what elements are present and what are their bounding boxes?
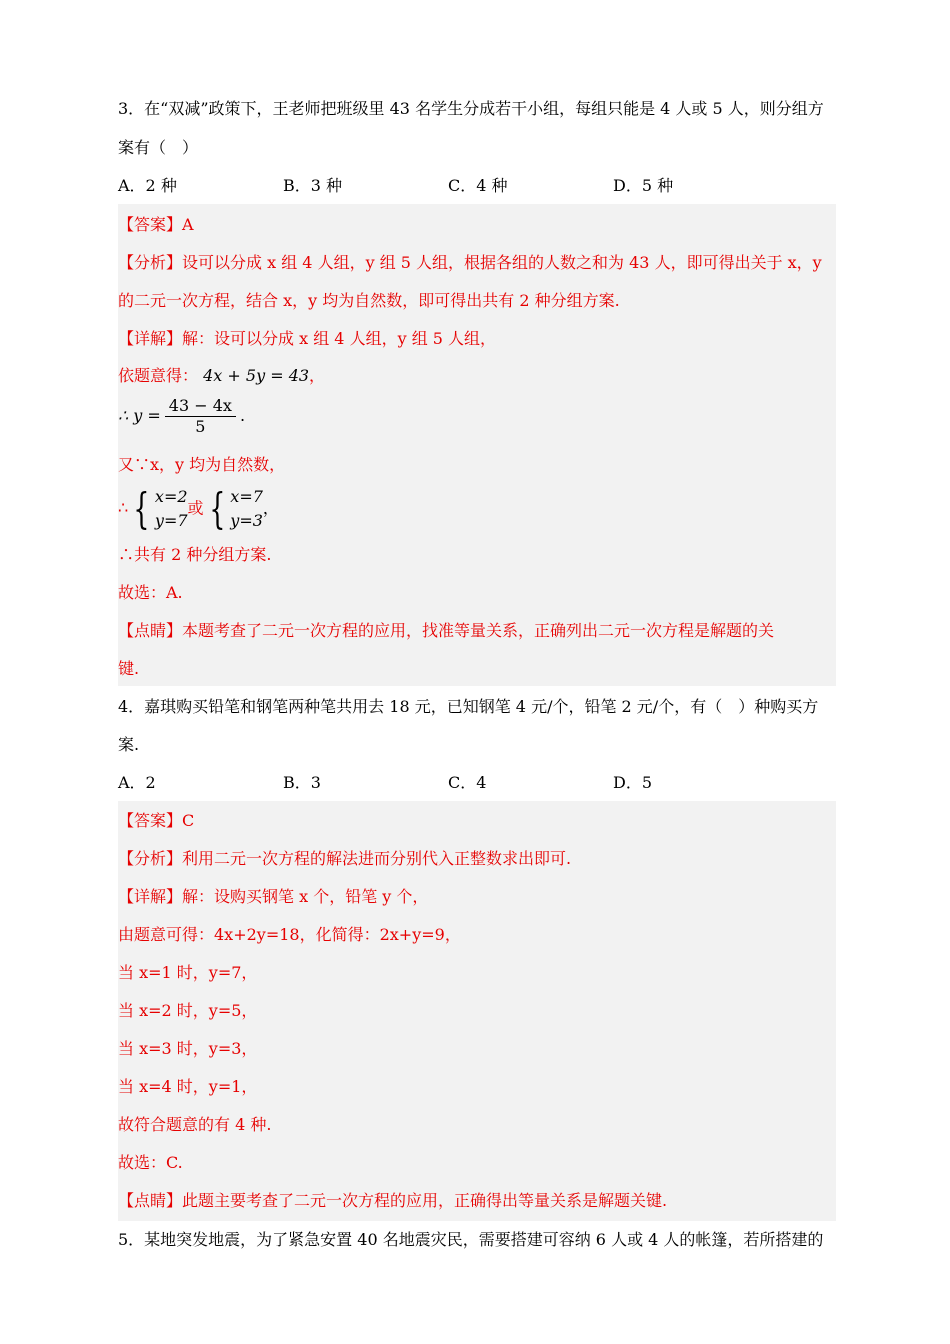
q3-comment-line-2: 键. [118, 659, 140, 678]
q3-stem-line-1: 3．在“双减”政策下，王老师把班级里 43 名学生分成若干小组，每组只能是 4 人或 5 人，则分组方 [118, 99, 824, 118]
q3-analysis-line-1 [118, 252, 822, 274]
q3-equation: 4x + 5y = 43 [203, 366, 310, 385]
q4-case-2: 当 x=2 时，y=5， [118, 1001, 258, 1020]
q3-detail-text-1: 解：设可以分成 x 组 4 人组，y 组 5 人组， [182, 329, 497, 348]
q3-detail-tag: 【详解】 [118, 329, 183, 348]
q3-detail-line-2 [118, 365, 325, 387]
q3-solution-system-line [118, 482, 279, 535]
q3-system-1 [155, 485, 188, 533]
q3-fraction-numerator: 43 − 4x [165, 396, 236, 417]
q4-analysis: 【分析】利用二元一次方程的解法进而分别代入正整数求出即可. [118, 849, 572, 868]
q3-sol1-x: x=2 [154, 486, 188, 506]
q3-analysis-text-1: 设可以分成 x 组 4 人组，y 组 5 人组，根据各组的人数之和为 43 人，即可得出关于 x，y [182, 253, 822, 272]
q3-option-d: D．5 种 [613, 176, 674, 195]
q3-brace-1: { [133, 483, 150, 533]
q3-natural-numbers-line: 又∵x，y 均为自然数， [118, 455, 286, 474]
q3-comment-tag: 【点睛】 [118, 621, 183, 640]
q3-sol1-y: y=7 [154, 510, 188, 530]
q4-comment: 【点睛】此题主要考查了二元一次方程的应用，正确得出等量关系是解题关键. [118, 1191, 668, 1210]
q3-sol2-y: y=3 [230, 510, 263, 530]
q4-case-4: 当 x=4 时，y=1， [118, 1077, 258, 1096]
q3-analysis-line-2: 的二元一次方程，结合 x，y 均为自然数，即可得出共有 2 种分组方案. [118, 291, 620, 310]
q3-stem-line-2: 案有（ ） [118, 138, 199, 157]
q3-comment-line-1 [118, 620, 774, 642]
q3-solution-box [118, 204, 836, 686]
q3-therefore-symbol: ∴ [118, 498, 129, 517]
q4-solution-box [118, 801, 836, 1221]
q3-system-2 [230, 485, 263, 533]
q3-therefore-y: ∴ y = [118, 406, 161, 425]
q3-choice: 故选：A. [118, 583, 183, 602]
q4-result: 故符合题意的有 4 种. [118, 1115, 272, 1134]
q3-option-a: A．2 种 [118, 176, 177, 195]
q3-option-c: C．4 种 [448, 176, 508, 195]
q4-detail-line-2: 由题意可得：4x+2y=18，化简得：2x+y=9， [118, 925, 461, 944]
q3-detail-prefix: 依题意得： [118, 366, 199, 385]
q3-fraction-denominator: 5 [195, 417, 206, 436]
q3-sol-suffix: ， [262, 498, 279, 518]
q3-sol2-x: x=7 [230, 486, 263, 506]
q3-detail-line-1 [118, 328, 496, 350]
q4-option-d: D．5 [613, 773, 653, 792]
q3-or: 或 [187, 498, 204, 518]
q3-conclusion: ∴共有 2 种分组方案. [118, 545, 272, 564]
q3-comment-text-1: 本题考查了二元一次方程的应用，找准等量关系，正确列出二元一次方程是解题的关 [182, 621, 775, 640]
q3-equation-suffix: ， [309, 366, 326, 385]
q3-fraction [165, 396, 236, 437]
q4-stem-line-2: 案. [118, 735, 140, 754]
q3-fraction-line [118, 396, 245, 437]
q4-option-c: C．4 [448, 773, 487, 792]
q4-detail-line-1: 【详解】解：设购买钢笔 x 个，铅笔 y 个， [118, 887, 429, 906]
q5-stem-line-1: 5．某地突发地震，为了紧急安置 40 名地震灾民，需要搭建可容纳 6 人或 4 人的帐篷，若所搭建的 [118, 1230, 824, 1249]
q4-stem-line-1: 4．嘉琪购买铅笔和钢笔两种笔共用去 18 元，已知钢笔 4 元/个，铅笔 2 元/个，有（ ）种购买方 [118, 697, 819, 716]
q3-analysis-tag: 【分析】 [118, 253, 183, 272]
q4-case-1: 当 x=1 时，y=7， [118, 963, 258, 982]
q3-brace-2: { [208, 483, 225, 533]
q4-choice: 故选：C. [118, 1153, 183, 1172]
q3-fraction-suffix: . [239, 406, 246, 425]
q4-case-3: 当 x=3 时，y=3， [118, 1039, 258, 1058]
q3-answer: 【答案】A [118, 215, 194, 234]
q4-answer: 【答案】C [118, 811, 195, 830]
q4-option-b: B．3 [283, 773, 321, 792]
q3-option-b: B．3 种 [283, 176, 343, 195]
q4-option-a: A．2 [118, 773, 156, 792]
